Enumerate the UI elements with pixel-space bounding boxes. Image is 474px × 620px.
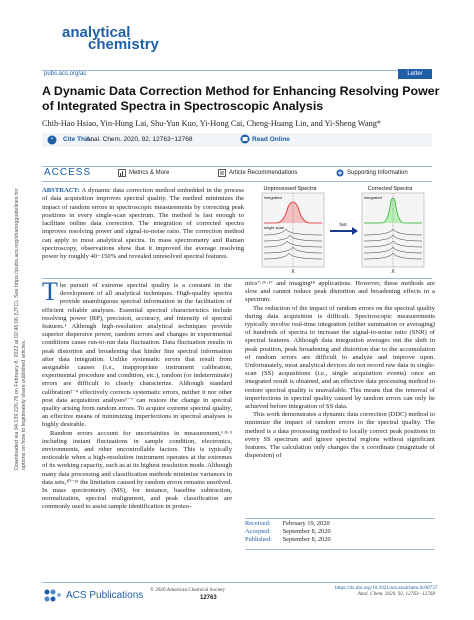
recommendations-icon[interactable] [218, 169, 226, 177]
cite-label: Cite This: [63, 136, 93, 143]
published-date: September 8, 2020 [282, 536, 331, 543]
footer-divider [42, 582, 432, 583]
right-integrated-label: integrated [364, 195, 382, 200]
published-label: Published: [245, 536, 272, 543]
left-x-label: X [291, 269, 295, 273]
article-type-badge: Letter [398, 69, 432, 79]
cite-icon[interactable] [47, 135, 57, 145]
author-list: Chih-Hao Hsiao, Yin-Hung Lai, Shu-Yun Kuo, Yi-Hong Cai, Cheng-Huang Lin, and Yi-Sheng Wang* [42, 119, 382, 128]
journal-url-link[interactable]: pubs.acs.org/ac [44, 71, 87, 77]
intro-paragraph-1: he pursuit of extreme spectral quality is a constant in the development of all analytical techniques. High-quality spectra provide unambiguous spectral information in the facilitation of efficient reliable analyses. Essential spectral characteristics include resolving power (RP), precision, accuracy, and intensity of spectral features.¹ Although high-resolution analytical techniques provide superior dispersive power, random errors and changes in experimental conditions cause run-to-run data fluctuation. Data fluctuation results in peak distortion and broadening that hinder fine spectral information after data integration. Unlike systematic errors that result from assignable causes (i.e., inappropriate instrument calibration, experimental procedure and condition, etc.), random (or indeterminate) errors are difficult to clearly characterize. Although standard calibration²⁻⁴ effectively corrects systematic errors, neither it nor other post data acquisition analyses⁵⁻⁷ can restore the change in spectral quality arising from random errors. To acquire extreme spectral quality, an effective means of minimizing imperfections in spectral analyses is highly desirable. [42, 282, 232, 429]
supporting-info-icon[interactable] [336, 169, 344, 177]
unprocessed-title: Unprocessed Spectra [263, 186, 317, 192]
read-online-link[interactable]: Read Online [252, 136, 290, 143]
accepted-date: September 8, 2020 [282, 528, 331, 535]
left-integrated-label: integrated [264, 195, 282, 200]
doi-link[interactable]: https://dx.doi.org/10.1021/acs.analchem.0c00737 [335, 585, 438, 591]
footer-citation: Anal. Chem. 2020, 92, 12763−12768 [357, 591, 435, 597]
dropcap: T [42, 277, 58, 306]
article-title: A Dynamic Data Correction Method for Enhancing Resolving Power of Integrated Spectra in Spectroscopic Analysis [42, 84, 440, 113]
toc-graphic [250, 183, 436, 273]
access-label: ACCESS [44, 167, 92, 178]
read-online-icon[interactable] [240, 134, 250, 144]
header-divider [42, 70, 432, 71]
citation-text: Anal. Chem. 2020, 92, 12763−12768 [86, 136, 193, 143]
right-x-label: X [391, 269, 395, 273]
publisher-name: ACS Publications [66, 590, 144, 601]
metrics-link[interactable]: Metrics & More [129, 170, 170, 176]
right-paragraph-1: The reduction of the impact of random errors on the spectral quality during data acquisition is difficult. Spectroscopic measurements typically involve real-time integration (either summation or averaging) of hundreds of spectra to increase the signal-to-noise ratio (SNR) of spectral features. Although data integration averages out the shift in peak position, peak broadening and distortion due to the accumulation of random errors are difficult to analyze and improve upon. Unfortunately, most analytical devices do not record raw data in single-scan (SS) acquisitions (i.e., single acquisition events) once an integrated result is obtained, and an effective data processing method to restore spectral quality is unavailable. This means that the removal of imperfections in spectral quality caused by random errors can only be achieved before integration of SS data. [245, 304, 435, 411]
article-dates [245, 520, 435, 544]
single-scan-label: single scan [264, 225, 285, 230]
right-paragraph-2: This work demonstrates a dynamic data correction (DDC) method to minimize the impact of random errors to the spectral quality. The method is a data processing method to locally correct peak positions in every SS spectrum and ignore spectral regions without significant features. The calculation only changes the x coordinate (magnitude of dispersion) of [245, 411, 435, 460]
journal-logo-line1: analytical [62, 24, 131, 41]
dates-divider-bottom [245, 549, 435, 550]
body-column-right [245, 280, 435, 460]
copyright: © 2020 American Chemical Society [150, 587, 226, 593]
abstract-text: A dynamic data correction method embedded in the process of data acquisition improves spectral quality. The method minimizes the impact of random errors in spectroscopic measurements by correcting peak positions in every single-scan spectrum. The method is fast enough to facilitate online data correction. The integration of corrected spectra improves resolving power and signal-to-noise ratio. The correction method can apply to most analytical spectra. In mass spectrometry and Raman spectroscopy, observations show that it improved the average resolving power by roughly 40−150% and revealed unresolved spectral features. [42, 187, 244, 261]
received-date: February 19, 2020 [282, 520, 330, 527]
fast-arrow [330, 227, 358, 235]
svg-text:": " [50, 137, 54, 145]
metrics-icon[interactable] [118, 169, 126, 177]
download-note: Downloaded via 94.139.226.76 on February 8, 2022 at 02:46:06 (UTC). See https://pubs.acs.org/sharingguidelines for options on how to legitimately share published articles. [14, 188, 27, 470]
acs-logo-icon [42, 588, 62, 604]
abstract-divider [42, 278, 432, 279]
right-paragraph-0: mics⁷·¹⁶·¹⁷ and imaging¹⁸ applications. However, these methods are slow and cannot reduce peak distortion and broadening effects in a spectrum. [245, 280, 435, 304]
intro-paragraph-2: Random errors account for uncertainties in measurement,¹·⁸·⁹ including instant fluctuations in sample condition, electronics, environments, and other uncontrollable factors. This is typically noticeable when a high-resolution instrument operates at the extremes of its working capacity, such as at its highest resolution mode. Although many data processing and classification methods minimize variances in data sets,¹⁰⁻¹⁵ the limitation caused by random errors remains unsolved. In mass spectrometry (MS), for instance, baseline subtraction, normalization, spectral realignment, and peak classification are commonly used to assist sample identification in proteo- [42, 429, 232, 511]
recommendations-link[interactable]: Article Recommendations [229, 170, 298, 176]
dates-divider-top [245, 518, 435, 519]
accepted-label: Accepted: [245, 528, 271, 535]
corrected-title: Corrected Spectra [367, 186, 413, 192]
arrow-label: fast [339, 222, 347, 227]
body-column-left [42, 277, 232, 512]
journal-logo-line2: chemistry [88, 36, 159, 53]
supporting-info-link[interactable]: Supporting Information [347, 170, 408, 176]
abstract-heading: ABSTRACT: [42, 187, 80, 194]
received-label: Received: [245, 520, 271, 527]
page-number: 12763 [200, 595, 217, 601]
abstract [42, 187, 244, 262]
